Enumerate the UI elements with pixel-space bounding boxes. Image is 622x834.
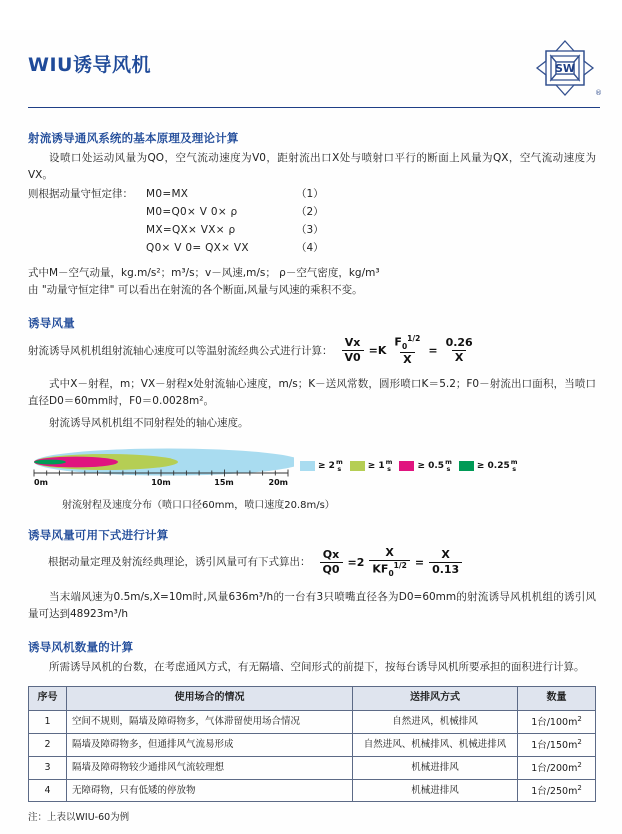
cell-mode: 自然进风、机械排风、机械进排风: [353, 733, 518, 756]
flow-formula-line: [28, 547, 596, 579]
cell-index: 3: [29, 756, 67, 779]
equation-body: MX=QX× VX× ρ: [146, 224, 236, 237]
column-header-mode: 送排风方式: [353, 687, 518, 711]
unit-denominator: s: [337, 464, 342, 473]
formula-fraction-lhs: [342, 337, 364, 365]
legend-label: ≥ 0.25: [476, 460, 510, 471]
cell-case: 隔墙及障碍物多，但通排风气流易形成: [67, 733, 353, 756]
equation-lead-label: 则根据动量守恒定律：: [28, 188, 133, 200]
fraction-denominator: $KF_0^{1/2}$: [369, 560, 409, 578]
fraction-denominator: V0: [342, 350, 364, 364]
jet-velocity-chart: [28, 442, 596, 490]
cell-index: 1: [29, 710, 67, 733]
formula-fraction-rhs: [429, 549, 462, 577]
cell-quantity: 1台$/250m^2$: [518, 779, 596, 802]
section-heading-count-calc: 诱导风机数量的计算: [28, 640, 134, 655]
induced-air-paragraph: 式中X－射程，m；VX－射程x处射流轴心速度，m/s；K－送风常数，圆形喷口K＝5.2；F0－射流出口面积，当喷口直径D0＝60mm时，F0＝0.0028m²。: [28, 377, 596, 407]
document-body: [0, 130, 622, 823]
table-header-row: [29, 687, 596, 711]
formula-fraction-mid: [391, 335, 423, 367]
axis-label-0m: 0m: [34, 477, 48, 487]
legend-unit: [511, 459, 518, 472]
section-heading-induced-air: 诱导风量: [28, 316, 75, 331]
legend-label: ≥ 2: [318, 460, 335, 471]
legend-item-025ms: [459, 459, 518, 472]
fraction-denominator: 0.13: [429, 562, 462, 576]
chart-caption: 射流射程及速度分布（喷口口径60mm，喷口速度20.8m/s）: [62, 499, 335, 511]
flow-calc-paragraph: 当末端风速为0.5m/s,X=10m时,风量636m³/h的一台有3只喷嘴直径各为D0=60mm的射流诱导风机机组的诱引风量可达到48923m³/h: [28, 591, 596, 621]
principle-paragraph-1: 设喷口处运动风量为QO，空气流动速度为V0，距射流出口X处与喷射口平行的断面上风量为QX，空气流动速度为VX。: [28, 152, 596, 181]
unit-numerator: m: [335, 458, 343, 467]
equation-body: M0=Q0× V 0× ρ: [146, 206, 238, 219]
table-row: [29, 756, 596, 779]
cell-mode: 机械进排风: [353, 779, 518, 802]
table-header: [29, 687, 596, 711]
cell-case: 空间不规则，隔墙及障碍物多，气体滞留使用场合情况: [67, 710, 353, 733]
unit-numerator: m: [510, 458, 518, 467]
fraction-denominator: X: [400, 352, 414, 366]
equation-row: [28, 221, 596, 239]
section-heading-principle: 射流诱导通风系统的基本原理及理论计算: [28, 131, 239, 145]
legend-label: ≥ 1: [367, 460, 385, 471]
axis-label-20m: 20m: [268, 477, 288, 487]
fraction-numerator: 0.26: [445, 336, 473, 350]
cell-quantity: 1台$/200m^2$: [518, 756, 596, 779]
fraction-numerator: X: [441, 547, 450, 561]
momentum-equation-list: [28, 185, 596, 257]
table-row: [29, 710, 596, 733]
fraction-numerator: $F_0^{1/2}$: [394, 334, 421, 352]
legend-swatch-icon: [459, 461, 474, 471]
page-header: [28, 30, 600, 108]
legend-unit: [386, 459, 393, 472]
equation-row: [28, 203, 596, 221]
legend-swatch-icon: [399, 461, 414, 471]
equation-number: （3）: [296, 224, 324, 237]
unit-denominator: s: [446, 464, 451, 473]
axis-velocity-formula-line: [28, 335, 596, 367]
table-row: [29, 779, 596, 802]
flow-formula-lead: 根据动量定理及射流经典理论，诱引风量可有下式算出：: [48, 556, 311, 569]
equation-number: （1）: [296, 188, 324, 200]
formula-fraction-mid: [369, 547, 409, 579]
formula-operator-2: =: [428, 344, 438, 358]
unit-numerator: m: [445, 458, 452, 467]
jet-plume-diagram: [28, 442, 294, 490]
table-note: 注：上表以WIU-60为例: [28, 812, 130, 824]
induced-air-sub-lead: 射流诱导风机机组不同射程处的轴心速度。: [49, 416, 249, 429]
fraction-numerator: X: [385, 545, 394, 559]
cell-quantity: 1台$/100m^2$: [518, 710, 596, 733]
document-page: [0, 30, 622, 834]
logo-text: SW: [554, 61, 576, 75]
count-calc-paragraph: 所需诱导风机的台数，在考虑通风方式，有无隔墙、空间形式的前提下，按每台诱导风机所要承担的面积进行计算。: [49, 661, 585, 674]
equation-number: （2）: [296, 206, 324, 219]
legend-swatch-icon: [350, 461, 365, 471]
unit-denominator: s: [512, 464, 517, 473]
principle-note-2: 由 "动量守恒定律" 可以看出在射流的各个断面,风量与风速的乘积不变。: [28, 284, 363, 297]
fraction-denominator: X: [452, 350, 466, 364]
principle-note-1: 式中M－空气动量，kg.m/s²；m³/s；v－风速,m/s； ρ－空气密度，kg/m³: [28, 267, 380, 280]
legend-item-1ms: [350, 459, 393, 472]
axis-label-15m: 15m: [214, 477, 234, 487]
cell-mode: 机械进排风: [353, 756, 518, 779]
equation-number: （4）: [296, 242, 324, 255]
cell-mode: 自然进风，机械排风: [353, 710, 518, 733]
legend-item-2ms: [300, 459, 343, 472]
cell-case: 无障碍物，只有低矮的停放物: [67, 779, 353, 802]
equation-body: Q0× V 0= QX× VX: [146, 242, 249, 255]
fan-quantity-table: [28, 686, 596, 802]
section-heading-flow-calc: 诱导风量可用下式进行计算: [28, 527, 169, 542]
fraction-denominator: Q0: [320, 562, 343, 576]
company-logo: [534, 39, 602, 99]
registered-trademark-icon: ®: [595, 88, 602, 97]
column-header-case: 使用场合的情况: [67, 687, 353, 711]
equation-row: [28, 185, 596, 203]
legend-swatch-icon: [300, 461, 315, 471]
cell-quantity: 1台$/150m^2$: [518, 733, 596, 756]
formula-lead-text: 射流诱导风机机组射流轴心速度可以等温射流经典公式进行计算：: [28, 344, 333, 357]
fraction-numerator: Vx: [344, 336, 361, 350]
formula-operator-1: =K: [368, 344, 387, 358]
column-header-quantity: 数量: [518, 687, 596, 711]
plume-band-025ms: [34, 459, 66, 464]
fraction-numerator: Qx: [322, 547, 340, 561]
legend-label: ≥ 0.5: [417, 460, 445, 471]
cell-index: 4: [29, 779, 67, 802]
formula-fraction-rhs: [443, 337, 476, 365]
legend-item-05ms: [399, 459, 451, 472]
cell-case: 隔墙及障碍物较少通排风气流较理想: [67, 756, 353, 779]
unit-numerator: m: [385, 458, 393, 467]
chart-axis-ticks: [34, 469, 288, 476]
formula-fraction-lhs: [320, 549, 343, 577]
unit-denominator: s: [387, 464, 391, 473]
axis-velocity-formula: [339, 335, 479, 367]
cell-index: 2: [29, 733, 67, 756]
formula-operator-1: =2: [347, 555, 365, 569]
axis-label-10m: 10m: [151, 477, 171, 487]
legend-unit: [336, 459, 343, 472]
page-title: WIU诱导风机: [28, 54, 151, 76]
formula-operator-2: =: [414, 555, 425, 569]
legend-unit: [445, 459, 452, 472]
table-row: [29, 733, 596, 756]
chart-legend: [300, 459, 518, 472]
table-body: [29, 710, 596, 802]
sw-diamond-logo-icon: [534, 39, 596, 97]
column-header-index: 序号: [29, 687, 67, 711]
equation-row: [28, 239, 596, 257]
induced-flow-formula: [317, 547, 466, 579]
equation-body: M0=MX: [146, 188, 189, 200]
